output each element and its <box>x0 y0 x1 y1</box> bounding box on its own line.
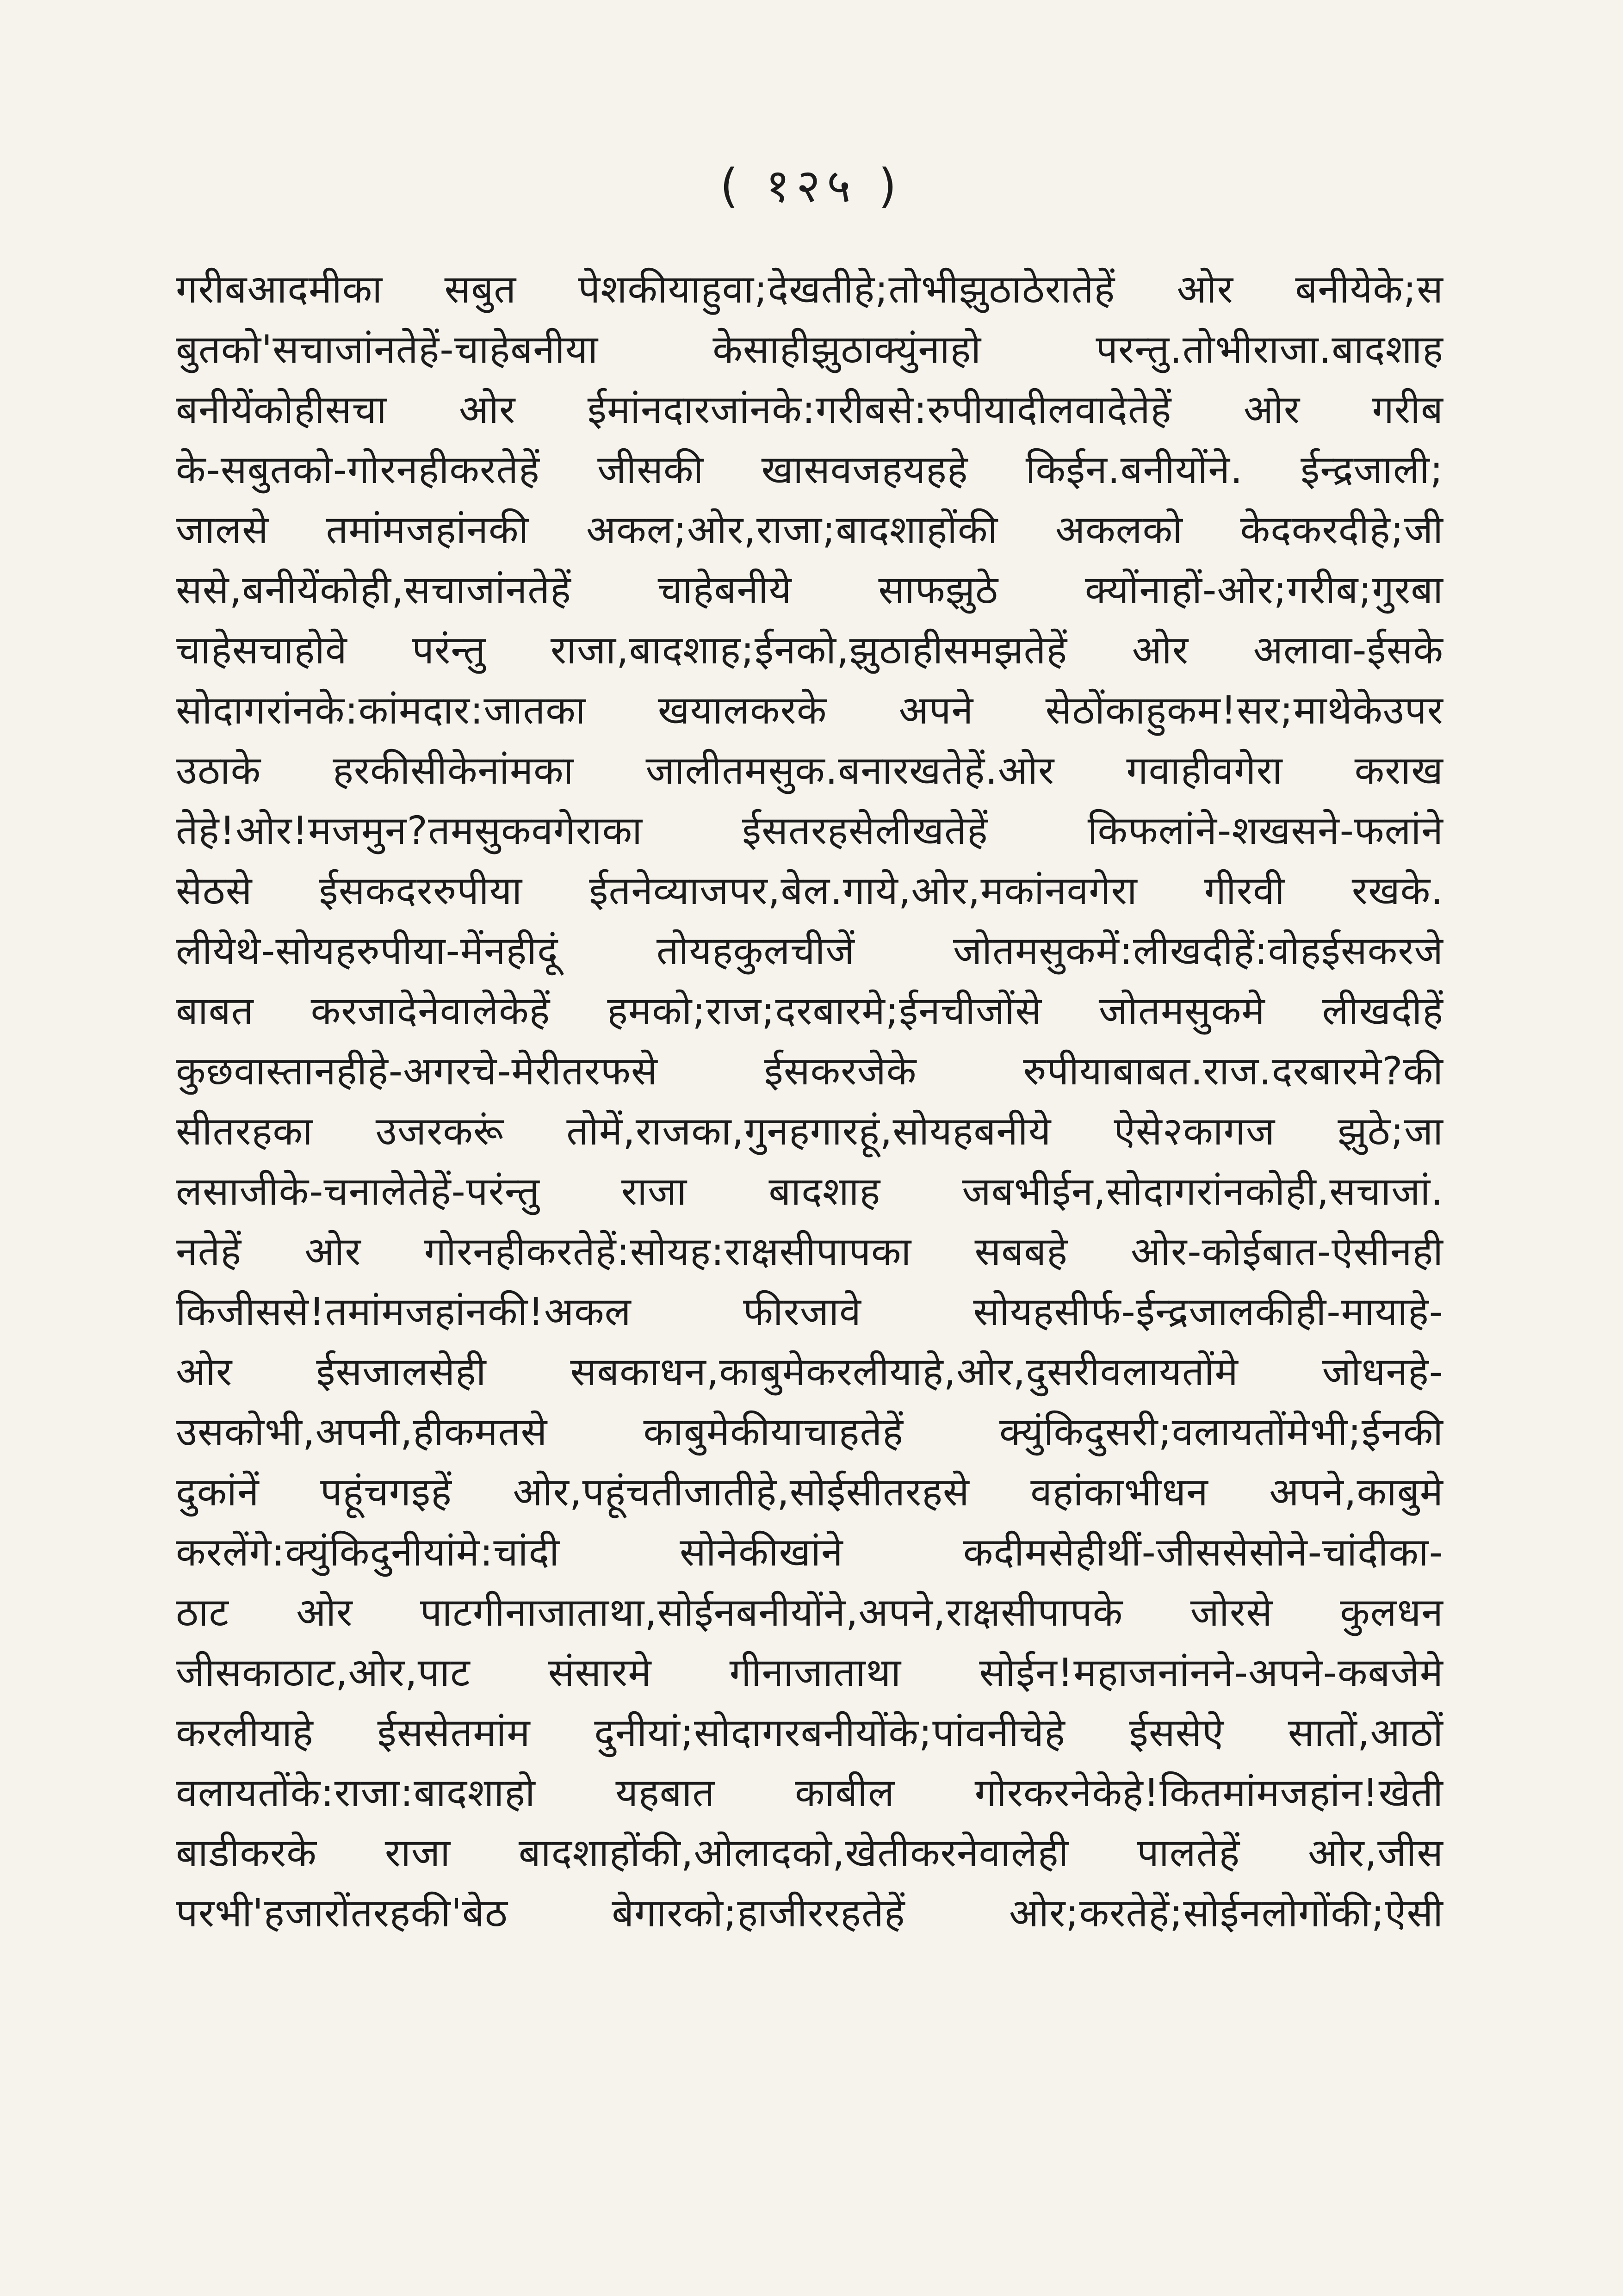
text-line: लीयेथे-सोयहरुपीया-मेंनहीदूं तोयहकुलचीजें जोतमसुकमें:लीखदीहें:वोहईसकरजे <box>176 928 1443 973</box>
text-line: बाडीकरके राजा बादशाहोंकी,ओलादको,खेतीकरनेवालेही पालतेहें ओर,जीस <box>176 1830 1443 1875</box>
text-line: जालसे तमांमजहांनकी अकल;ओर,राजा;बादशाहोंकी अकलको केदकरदीहे;जी <box>176 507 1443 552</box>
text-line: कुछवास्तानहीहे-अगरचे-मेरीतरफसे ईसकरजेके रुपीयाबाबत.राज.दरबारमे?की <box>176 1048 1443 1094</box>
text-line: सोदागरांनके:कांमदार:जातका खयालकरके अपने सेठोंकाहुकम!सर;माथेकेउपर <box>176 687 1443 733</box>
text-line: उसकोभी,अपनी,हीकमतसे काबुमेकीयाचाहतेहें क्युंकिदुसरी;वलायतोंमेभी;ईनकी <box>176 1409 1443 1454</box>
text-line: तेहे!ओर!मजमुन?तमसुकवगेराका ईसतरहसेलीखतेहें किफलांने-शखसने-फलांने <box>176 808 1443 853</box>
page-number: ( १२५ ) <box>720 159 903 213</box>
text-line: किजीससे!तमांमजहांनकी!अकल फीरजावे सोयहसीर्फ-ईन्द्रजालकीही-मायाहे- <box>176 1289 1443 1334</box>
text-line: वलायतोंके:राजा:बादशाहो यहबात काबील गोरकरनेकेहे!कितमांमजहांन!खेती <box>176 1770 1443 1815</box>
text-line: के-सबुतको-गोरनहीकरतेहें जीसकी खासवजहयहहे किईन.बनीयोंने. ईन्द्रजाली; <box>176 447 1443 492</box>
text-line: बनीयेंकोहीसचा ओर ईमांनदारजांनके:गरीबसे:रुपीयादीलवादेतेहें ओर गरीब <box>176 387 1443 432</box>
text-line: बुतको'सचाजांनतेहें-चाहेबनीया केसाहीझुठाक्युंनाहो परन्तु.तोभीराजा.बादशाह <box>176 327 1443 372</box>
text-line: उठाके हरकीसीकेनांमका जालीतमसुक.बनारखतेहें.ओर गवाहीवगेरा कराख <box>176 748 1443 793</box>
text-line: लसाजीके-चनालेतेहें-परंन्तु राजा बादशाह जबभीईन,सोदागरांनकोही,सचाजां. <box>176 1169 1443 1214</box>
text-line: करलीयाहे ईससेतमांम दुनीयां;सोदागरबनीयोंके;पांवनीचेहे ईससेऐ सातों,आठों <box>176 1710 1443 1755</box>
text-line: ठाट ओर पाटगीनाजाताथा,सोईनबनीयोंने,अपने,राक्षसीपापके जोरसे कुलधन <box>176 1590 1443 1635</box>
text-line: नतेहें ओर गोरनहीकरतेहें:सोयह:राक्षसीपापका सबबहे ओर-कोईबात-ऐसीनही <box>176 1229 1443 1274</box>
text-line: चाहेसचाहोवे परंन्तु राजा,बादशाह;ईनको,झुठाहीसमझतेहें ओर अलावा-ईसके <box>176 627 1443 673</box>
text-line: करलेंगे:क्युंकिदुनीयांमे:चांदी सोनेकीखांने कदीमसेहीथीं-जीससेसोने-चांदीका- <box>176 1529 1443 1575</box>
text-line: परभी'हजारोंतरहकी'बेठ बेगारको;हाजीररहतेहें ओर;करतेहें;सोईनलोगोंकी;ऐसी <box>176 1890 1443 1936</box>
text-line: सेठसे ईसकदररुपीया ईतनेव्याजपर,बेल.गाये,ओर,मकांनवगेरा गीरवी रखके. <box>176 868 1443 913</box>
text-line: ओर ईसजालसेही सबकाधन,काबुमेकरलीयाहे,ओर,दुसरीवलायतोंमे जोधनहे- <box>176 1349 1443 1394</box>
body-text <box>176 259 1443 1943</box>
text-line: गरीबआदमीका सबुत पेशकीयाहुवा;देखतीहे;तोभीझुठाठेरातेहें ओर बनीयेके;स <box>176 266 1443 312</box>
text-line: दुकांनें पहूंचगइहें ओर,पहूंचतीजातीहे,सोईसीतरहसे वहांकाभीधन अपने,काबुमे <box>176 1469 1443 1515</box>
text-line: जीसकाठाट,ओर,पाट संसारमे गीनाजाताथा सोईन!महाजनांनने-अपने-कबजेमे <box>176 1650 1443 1695</box>
text-line: सीतरहका उजरकरूं तोमें,राजका,गुनहगारहूं,सोयहबनीये ऐसे२कागज झुठे;जा <box>176 1108 1443 1154</box>
text-line: ससे,बनीयेंकोही,सचाजांनतेहें चाहेबनीये साफझुठे क्योंनाहों-ओर;गरीब;गुरबा <box>176 567 1443 613</box>
text-line: बाबत करजादेनेवालेकेहें हमको;राज;दरबारमे;ईनचीजोंसे जोतमसुकमे लीखदीहें <box>176 988 1443 1034</box>
